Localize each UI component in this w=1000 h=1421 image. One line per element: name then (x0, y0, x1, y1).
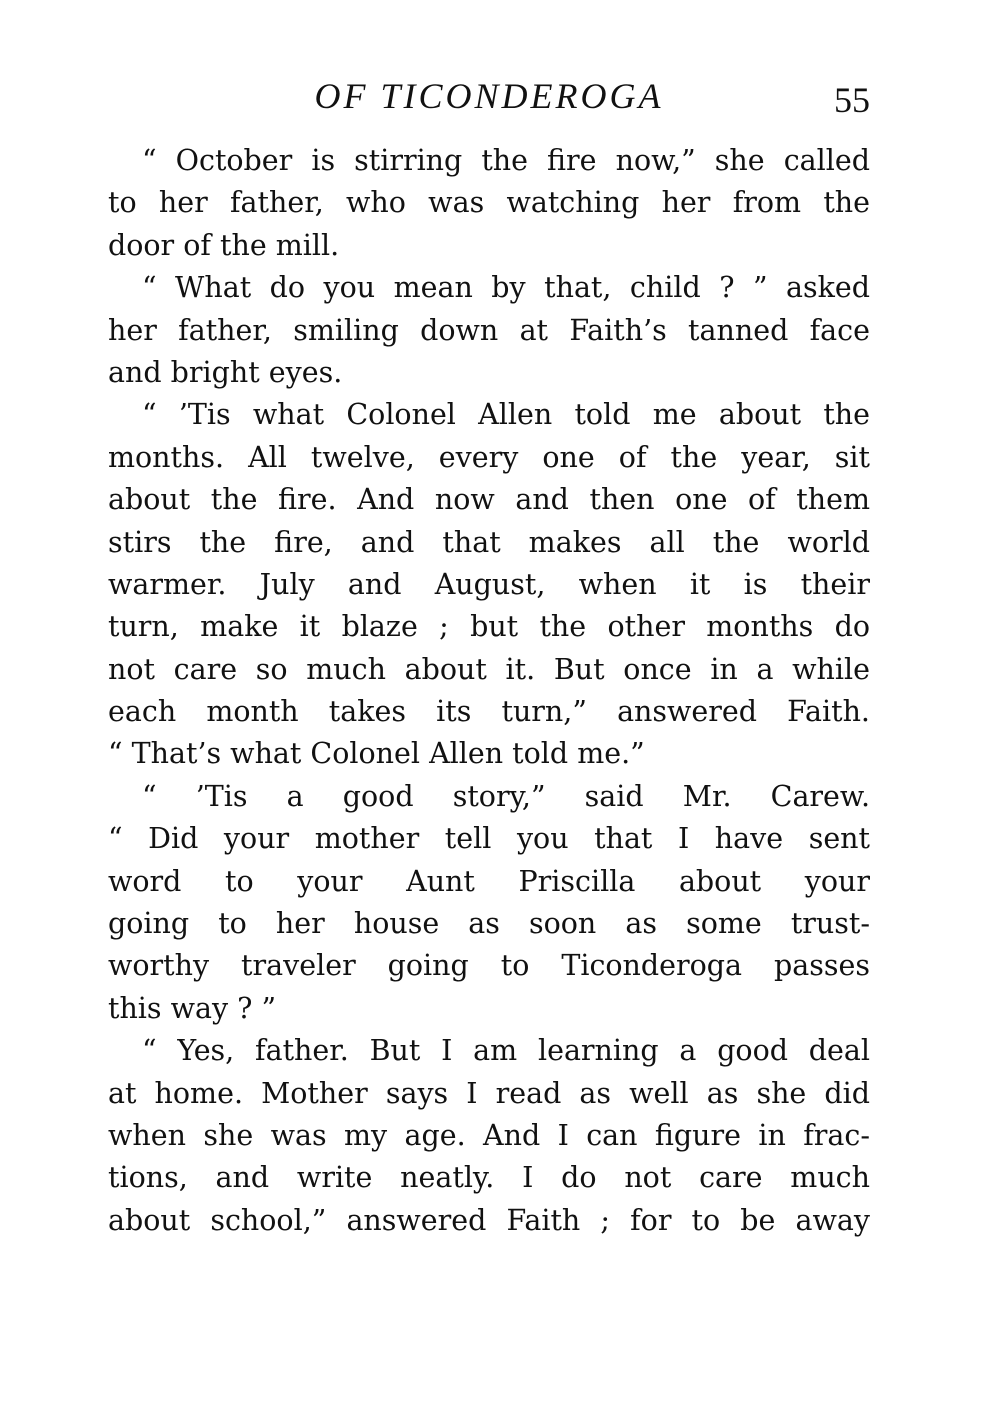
text-line: door of the mill. (108, 228, 340, 262)
page-number: 55 (834, 80, 870, 120)
text-line: this way ? ” (108, 991, 277, 1025)
text-line: “ Did your mother tell you that I have sent (108, 822, 870, 856)
text-line: word to your Aunt Priscilla about your (108, 864, 870, 898)
text-line: to her father, who was watching her from the (108, 186, 870, 220)
body-text (108, 140, 870, 1242)
running-head (108, 72, 870, 120)
text-line: tions, and write neatly. I do not care much (108, 1161, 870, 1195)
text-line: turn, make it blaze ; but the other months do (108, 610, 870, 644)
text-line: about the fire. And now and then one of them (108, 483, 870, 517)
text-line: at home. Mother says I read as well as she did (108, 1076, 870, 1110)
text-line: stirs the fire, and that makes all the world (108, 525, 870, 559)
paragraph (108, 140, 870, 267)
paragraph (108, 1030, 870, 1242)
text-line: “ ’Tis what Colonel Allen told me about the (142, 398, 870, 432)
text-line: and bright eyes. (108, 355, 343, 389)
paragraph (108, 267, 870, 394)
text-line: going to her house as soon as some trust- (108, 907, 870, 941)
paragraph (108, 776, 870, 1030)
text-line: “ What do you mean by that, child ? ” asked (142, 271, 870, 305)
text-line: each month takes its turn,” answered Faith. (108, 695, 870, 729)
text-line: months. All twelve, every one of the year, sit (108, 440, 870, 474)
text-line: warmer. July and August, when it is their (108, 567, 870, 601)
paragraph (108, 394, 870, 776)
text-line: her father, smiling down at Faith’s tanned face (108, 313, 870, 347)
text-line: “ Yes, father. But I am learning a good deal (142, 1034, 870, 1068)
text-line: worthy traveler going to Ticonderoga passes (108, 949, 870, 983)
text-line: “ October is stirring the fire now,” she called (142, 144, 870, 177)
text-line: not care so much about it. But once in a while (108, 652, 870, 686)
text-line: “ ’Tis a good story,” said Mr. Carew. (142, 779, 870, 813)
running-head-title: OF TICONDEROGA (314, 76, 664, 116)
text-line: when she was my age. And I can figure in frac- (108, 1118, 870, 1152)
text-line: about school,” answered Faith ; for to be away (108, 1203, 870, 1237)
text-line: “ That’s what Colonel Allen told me.” (108, 737, 645, 771)
